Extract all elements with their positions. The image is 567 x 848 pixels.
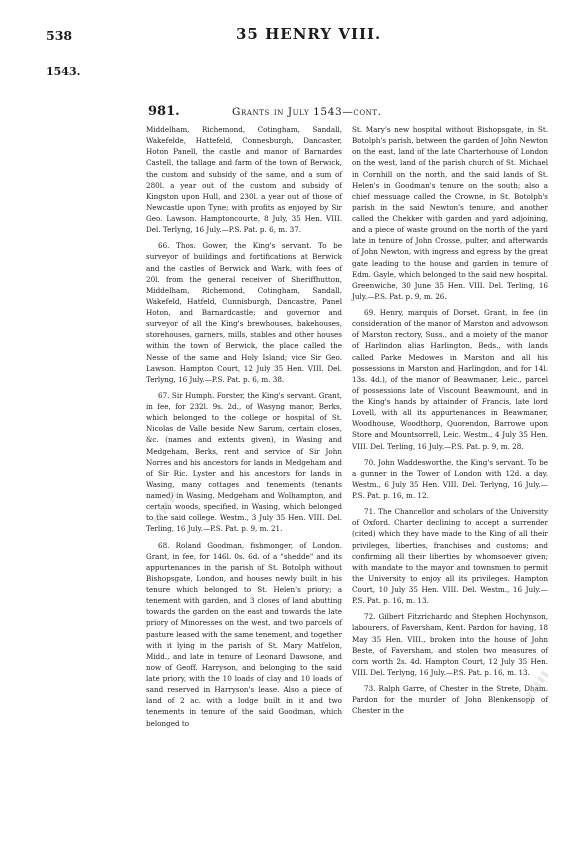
left-text-column [146, 124, 342, 729]
watermark-stamp: ▮▮▮▮▮▮ [520, 668, 552, 707]
paragraph: 71. The Chancellor and scholars of the University of Oxford. Charter declining to accept a surrender (cited) which they have made to the King of all their privileges, liberties, franchises and customs; and confirming all their liberties by whomsoever given; with mandate to the mayor and townsmen to permit the University to enjoy all its privileges. Hampton Court, 10 July 35 Hen. VIII. Del. Westm., 16 July.—P.S. Pat. p. 16, m. 13. [352, 507, 548, 606]
paragraph: 69. Henry, marquis of Dorset. Grant, in fee (in consideration of the manor of Marston and advowson of Marston rectory, Suss., and a moiety of the manor of Harlindon alias Harlington, Beds., with lands called Parke Medowes in Marston and all his possessions in Marston and Harlingdon, and for 14l. 13s. 4d.), of the manor of Beawmaner, Leic., parcel of possessions late of Viscount Beawmount, and in the King's hands by attainder of Francis, late lord Lovell, with all its appurtenances in Beawmaner, Woodhouse, Woodthorp, Quorendon, Barrowe upon Store and Mountsorrell, Leic. Westm., 4 July 35 Hen. VIII. Del. Terling, 16 July.—P.S. Pat. p. 9, m. 28. [352, 308, 548, 451]
running-title: 35 HENRY VIII. [236, 25, 382, 43]
watermark-stamp: ▮▮▮▮▮▮ [150, 488, 182, 527]
entry-number: 981. [148, 104, 180, 119]
paragraph: 68. Roland Goodman, fishmonger, of London. Grant, in fee, for 146l. 0s. 6d. of a "shedde" and its appurtenances in the parish of St. Botolph without Bishopsgate, London, and houses newly built in his tenure which belonged to St. Helen's priory; a tenement with garden, and 3 closes of land abutting towards the garden on the east and towards the late priory of Minoresses on the west, and two parcels of pasture leased with the same tenement, and together with it lying in the parish of St. Mary Matfelon, Midd., and late in tenure of Leonard Dawsone, and now of Geoff. Harryson, and belonging to the said late priory, with the 10 loads of clay and 10 loads of sand reserved in Harryson's lease. Also a piece of land of 2 ac. with a lodge built in it and two tenements in tenure of the said Goodman, which belonged to [146, 540, 342, 728]
right-text-column [352, 124, 548, 716]
paragraph: 67. Sir Humph. Forster, the King's servant. Grant, in fee, for 232l. 9s. 2d., of Wasyng manor, Berks, which belonged to the college or hospital of St. Nicolas de Valle beside New Sarum, certain closes, &c. (names and extents given), in Wasing and Medgeham, Berks, rent and service of Sir John Norres and his ancestors for lands in Medgeham and of Sir Ric. Lyster and his ancestors for lands in Wasing, many cottages and tenements (tenants named) in Wasing, Medgeham and Wolhampton, and certain woods, specified, in Wasing, which belonged to the said college. Westm., 3 July 35 Hen. VIII. Del. Terling, 16 July.—P.S. Pat. p. 9, m. 21. [146, 390, 342, 534]
year-label: 1543. [46, 65, 81, 78]
paragraph: 73. Ralph Garre, of Chester in the Strete, Dham. Pardon for the murder of John Blenkensopp of Chester in the [352, 684, 548, 716]
paragraph: St. Mary's new hospital without Bishopsgate, in St. Botolph's parish, between the garden of John Newton on the east, land of the late Charterhouse of London on the west, land of the parish church of St. Michael in Cornhill on the north, and the said lands of St. Helen's in Goodman's tenure on the south; also a chief messuage called the Crowne, in St. Botolph's parish in the said Newton's tenure, and another called the Chekker with garden and yard adjoining, and a piece of waste ground on the north of the yard late in tenure of John Crosse, pulter, and afterwards of John Newton, with ingress and egress by the great gate leading to the house and garden in tenure of Edm. Gayle, which belonged to the said new hospital. Greenwiche, 30 June 35 Hen. VIII. Del. Terling, 16 July.—P.S. Pat. p. 9, m. 26. [352, 125, 548, 301]
paragraph: 66. Thos. Gower, the King's servant. To be surveyor of buildings and fortifications at Berwick and the castles of Berwick and Wark, with fees of 20l. from the general receiver of Sheriffhutton, Middelham, Richemond, Cotingham, Sandall, Wakefeld, Hatfeld, Cunnisburgh, Dancastre, Panel Hoton, and Barnardcastle; and governor and surveyor of all the King's brewhouses, bakehouses, storehouses, garners, mills, stables and other houses within the town of Berwick, the place called the Nesse of the same and Holy Island; vice Sir Geo. Lawson. Hampton Court, 12 July 35 Hen. VIII. Del. Terlyng, 16 July.—P.S. Pat. p. 6, m. 38. [146, 241, 342, 384]
paragraph: Middelham, Richemond, Cotingham, Sandall, Wakefelde, Hattefeld, Connesburgh, Dancaster, Hoton Panell, the castle and manor of Barnardes Castell, the tallage and farm of the town of Berwick, the custom and subsidy of the same, and a sum of 280l. a year out of the custom and subsidy of Kingston upon Hull, and 230l. a year out of those of Newcastle upon Tyne; with profits as enjoyed by Sir Geo. Lawson. Hamptoncourte, 8 July, 35 Hen. VIII. Del. Terlyng, 16 July.—P.S. Pat. p. 6, m. 37. [146, 125, 342, 235]
section-title: Grants in July 1543—cont. [232, 106, 382, 118]
paragraph: 72. Gilbert Fitzrichardc and Stephen Hochynson, labourers, of Faversham, Kent. Pardon for having, 18 May 35 Hen. VIII., broken into the house of John Beste, of Faversham, and stolen two measures of corn worth 2s. 4d. Hampton Court, 12 July 35 Hen. VIII. Del. Terlyng, 16 July.—P.S. Pat. p. 16, m. 13. [352, 612, 548, 677]
page-number: 538 [46, 28, 73, 43]
paragraph: 70. John Waddesworthe, the King's servant. To be a gunner in the Tower of London with 12d. a day. Westm., 6 July 35 Hen. VIII. Del. Terlyng, 16 July.—P.S. Pat. p. 16, m. 12. [352, 457, 548, 500]
